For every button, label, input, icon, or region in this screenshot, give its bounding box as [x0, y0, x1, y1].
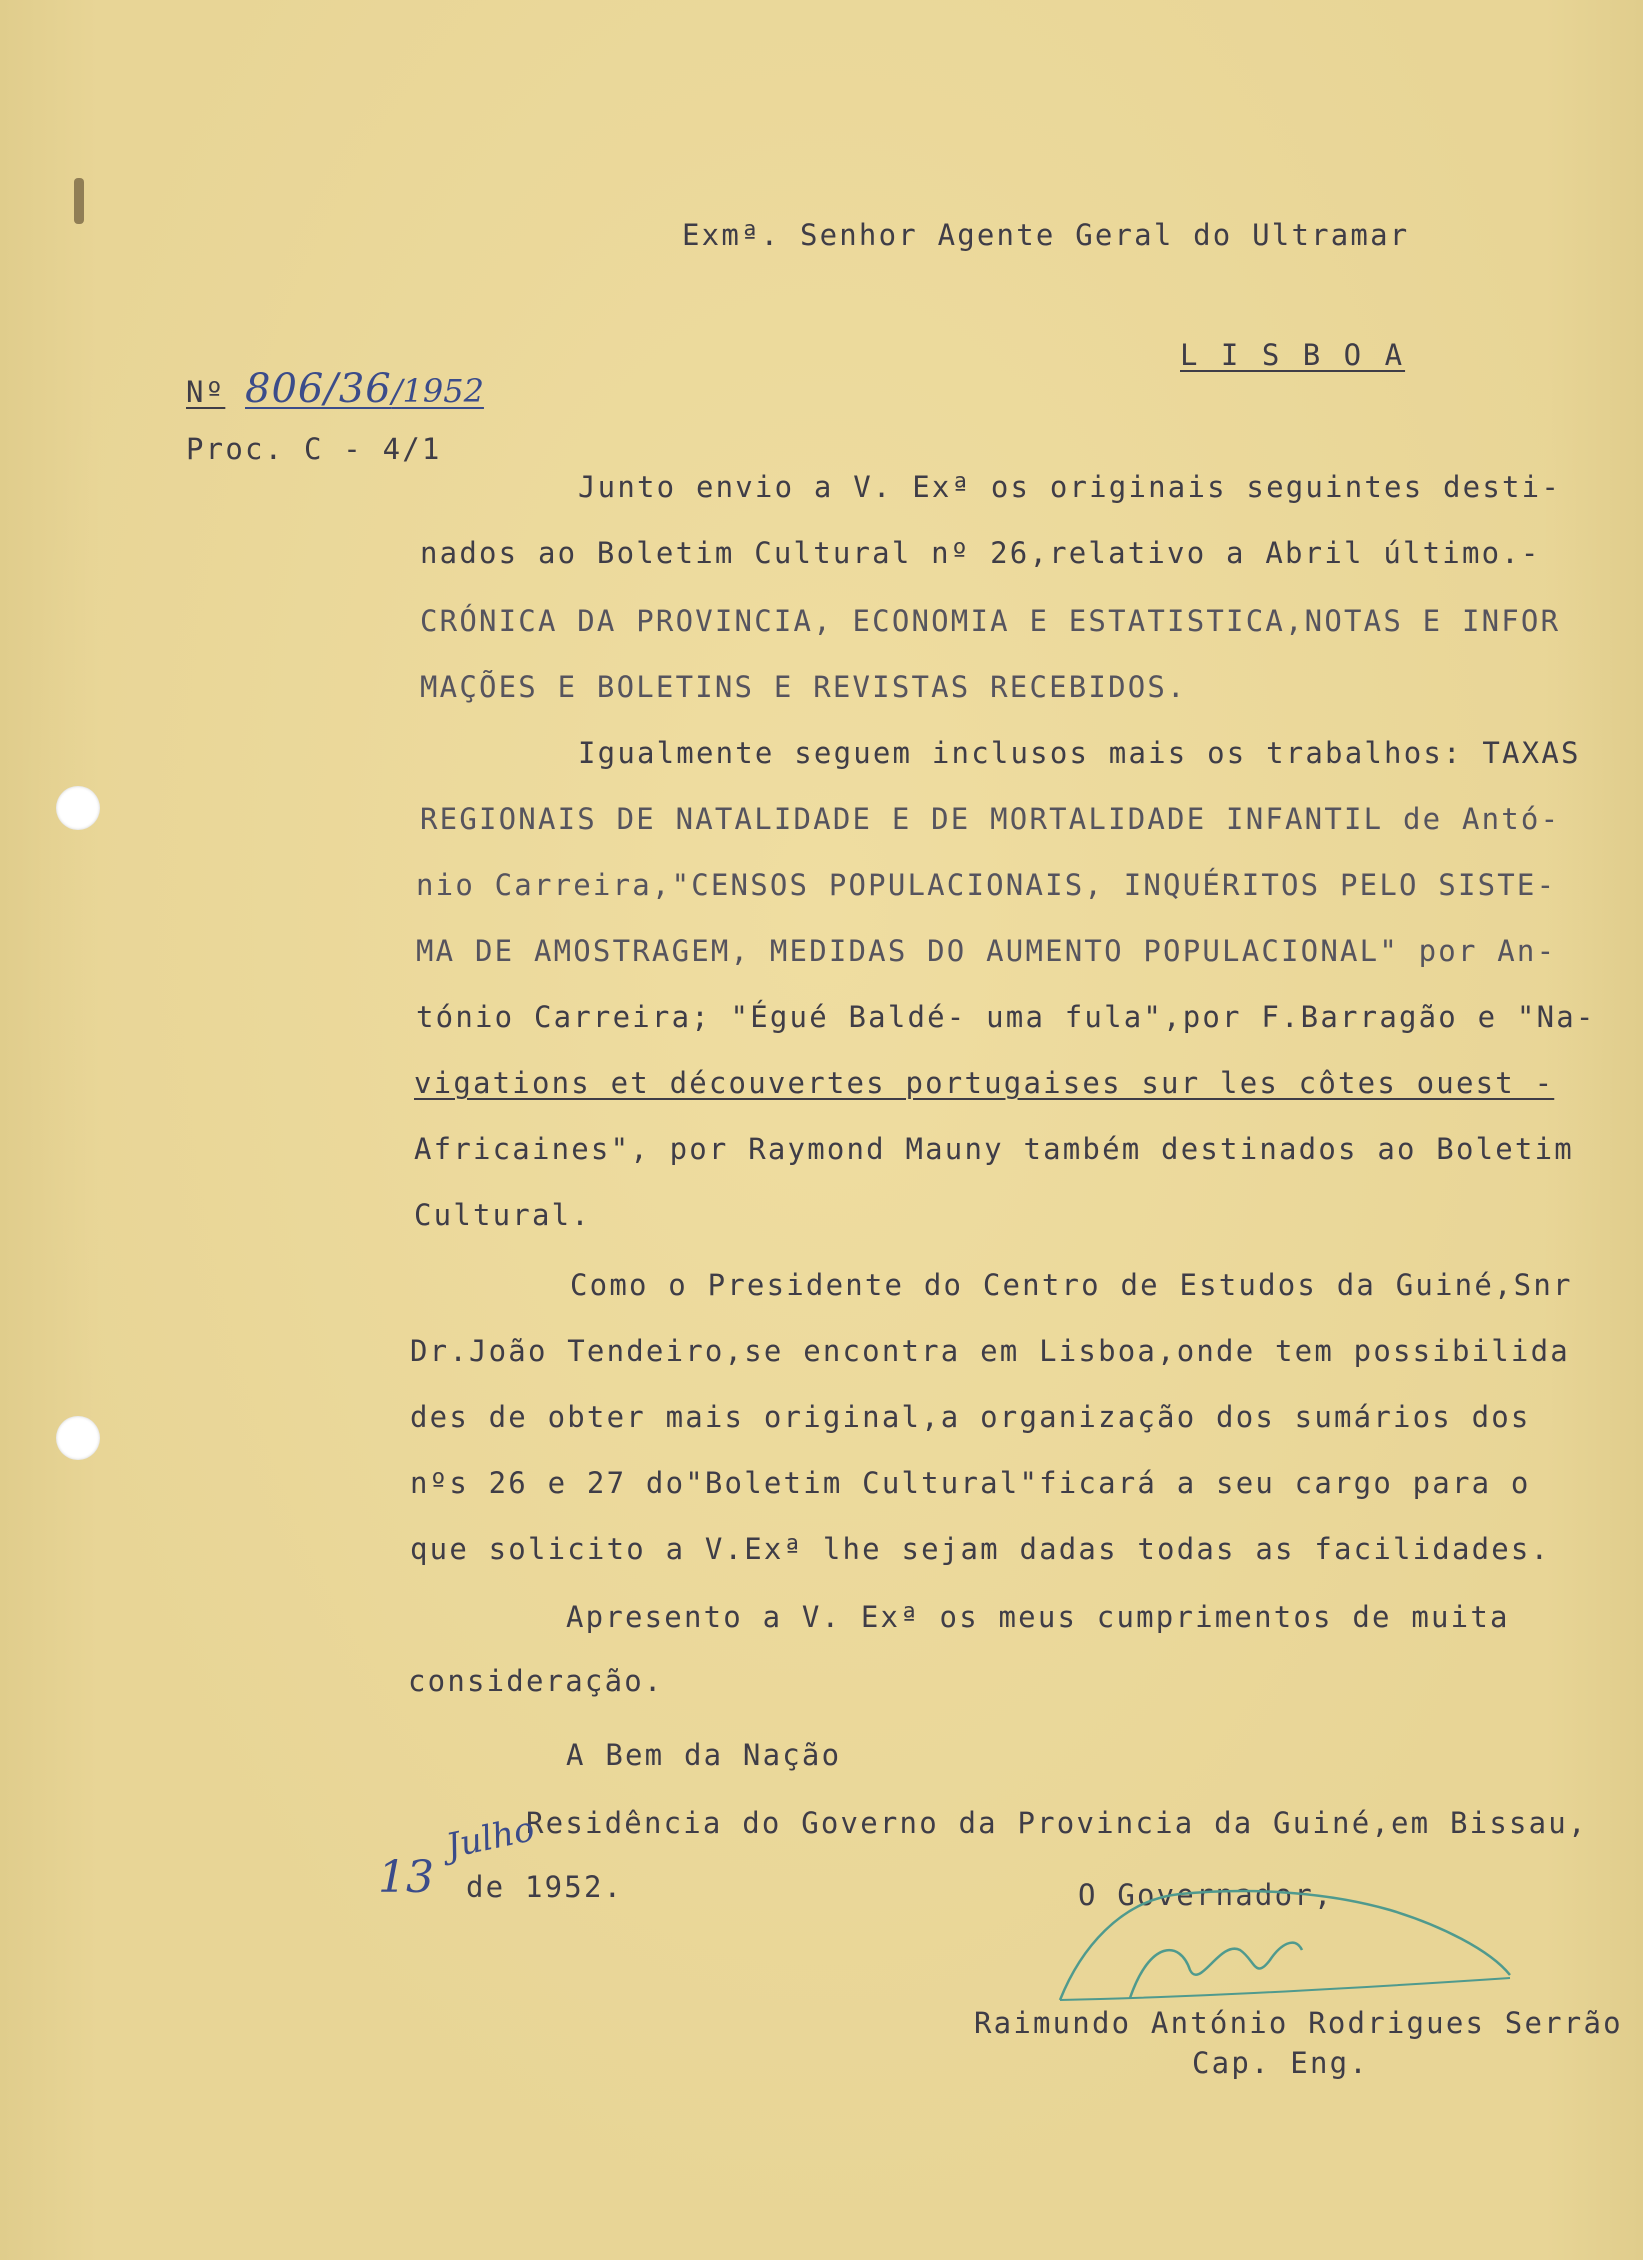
p2-line-1: Igualmente seguem inclusos mais os trabalhos: TAXAS: [578, 736, 1581, 770]
p1-line-3: CRÓNICA DA PROVINCIA, ECONOMIA E ESTATISTICA,NOTAS E INFOR: [420, 604, 1561, 638]
p2-line-7: Africaines", por Raymond Mauny também destinados ao Boletim: [414, 1132, 1574, 1166]
p2-line-4: MA DE AMOSTRAGEM, MEDIDAS DO AUMENTO POPULACIONAL" por An-: [416, 934, 1557, 968]
number-handwritten: 806/36: [245, 366, 392, 412]
p2-line-5: tónio Carreira; "Égué Baldé- uma fula",por F.Barragão e "Na-: [416, 1000, 1596, 1034]
staple-mark: [74, 178, 84, 224]
signatory-title: O Governador,: [1078, 1878, 1334, 1912]
date-day-handwritten: 13: [378, 1852, 434, 1903]
p3-line-1: Como o Presidente do Centro de Estudos da Guiné,Snr: [570, 1268, 1573, 1302]
p3-line-2: Dr.João Tendeiro,se encontra em Lisboa,onde tem possibilida: [410, 1334, 1570, 1368]
punch-hole-top: [56, 786, 100, 830]
number-prefix: Nº: [186, 375, 226, 409]
reference-number: [186, 366, 484, 412]
punch-hole-bottom: [56, 1416, 100, 1460]
p2-line-6: vigations et découvertes portugaises sur les côtes ouest -: [414, 1066, 1555, 1100]
p3-line-5: que solicito a V.Exª lhe sejam dadas todas as facilidades.: [410, 1532, 1551, 1566]
p1-line-1: Junto envio a V. Exª os originais seguintes desti-: [578, 470, 1561, 504]
p1-line-4: MAÇÕES E BOLETINS E REVISTAS RECEBIDOS.: [420, 670, 1187, 704]
date-month-handwritten: Julho: [442, 1809, 538, 1867]
city: L I S B O A: [1180, 338, 1406, 372]
number-year: /1952: [391, 372, 484, 410]
date-typed: de 1952.: [466, 1870, 624, 1904]
addressee: Exmª. Senhor Agente Geral do Ultramar: [682, 218, 1410, 252]
p1-line-2: nados ao Boletim Cultural nº 26,relativo a Abril último.-: [420, 536, 1541, 570]
p3-line-3: des de obter mais original,a organização dos sumários dos: [410, 1400, 1531, 1434]
signatory-rank: Cap. Eng.: [1192, 2046, 1369, 2080]
p2-line-8: Cultural.: [414, 1198, 591, 1232]
p4-line-1: Apresento a V. Exª os meus cumprimentos de muita: [566, 1600, 1510, 1634]
p2-line-2: REGIONAIS DE NATALIDADE E DE MORTALIDADE INFANTIL de Antó-: [420, 802, 1561, 836]
p3-line-4: nºs 26 e 27 do"Boletim Cultural"ficará a seu cargo para o: [410, 1466, 1531, 1500]
process-number: Proc. C - 4/1: [186, 432, 442, 466]
p2-line-3: nio Carreira,"CENSOS POPULACIONAIS, INQUÉRITOS PELO SISTE-: [416, 868, 1557, 902]
p4-line-2: consideração.: [408, 1664, 664, 1698]
signature: [1040, 1880, 1520, 2010]
salutation: A Bem da Nação: [566, 1738, 842, 1772]
signatory-name: Raimundo António Rodrigues Serrão: [974, 2006, 1623, 2040]
place-line: Residência do Governo da Provincia da Guiné,em Bissau,: [526, 1806, 1588, 1840]
